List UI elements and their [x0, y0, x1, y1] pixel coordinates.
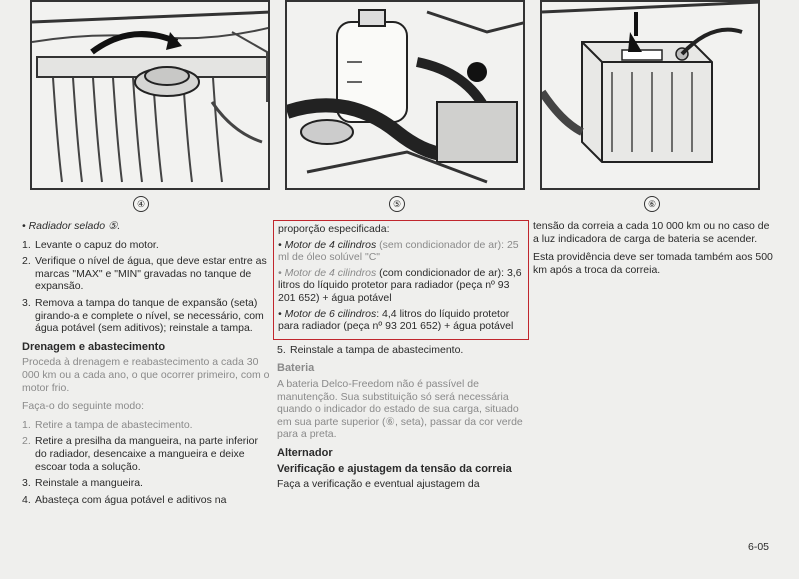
paragraph: Faça-o do seguinte modo: [22, 400, 144, 413]
list-item: 3. Remova a tampa do tanque de expansão (seta) girando-a e complete o nível, se necessário, com água potável (sem aditivos); reinstale a tampa. [22, 296, 264, 335]
paragraph: Proceda à drenagem e reabastecimento a cada 30 000 km ou a cada ano, o que ocorrer primeiro, com o motor frio. [22, 356, 270, 394]
engine-4cyl-no-ac: • Motor de 4 cilindros (sem condicionador de ar): 25 ml de óleo solúvel "C" [278, 238, 519, 264]
list-item: 1. Levante o capuz do motor. [22, 238, 159, 251]
paragraph: Esta providência deve ser tomada também aos 500 km após a troca da correia. [533, 251, 773, 276]
proportion-intro: proporção especificada: [278, 223, 390, 235]
list-item: 4. Abasteça com água potável e aditivos na [22, 493, 227, 506]
list-item: 2. Retire a presilha da mangueira, na parte inferior do radiador, desencaixe a mangueira e deixe escoar toda a solução. [22, 435, 258, 473]
figure-4-number: ④ [133, 196, 149, 212]
page-number: 6-05 [747, 541, 769, 553]
radiator-illustration [30, 0, 270, 190]
list-item: 1. Retire a tampa de abastecimento. [22, 418, 193, 431]
column-2 [277, 222, 525, 497]
list-item: 5. Reinstale a tampa de abastecimento. [277, 343, 464, 356]
figure-5-number: ⑤ [389, 196, 405, 212]
expansion-tank-drawing [287, 2, 525, 190]
section-heading-alternador: Alternador [277, 446, 333, 459]
list-item: 2. Verifique o nível de água, que deve estar entre as marcas "MAX" e "MIN" gravadas no tanque de expansão. [22, 255, 267, 293]
list-item: 3. Reinstale a mangueira. [22, 477, 143, 490]
highlighted-proportions-box [273, 220, 529, 340]
radiator-drawing [32, 2, 270, 190]
subheading-correia: Verificação e ajustagem da tensão da correia [277, 462, 512, 475]
paragraph: tensão da correia a cada 10 000 km ou no caso de a luz indicadora de carga de bateria se acender. [533, 220, 770, 245]
battery-drawing [542, 2, 760, 190]
engine-6cyl: • Motor de 6 cilindros: 4,4 litros do líquido protetor para radiador (peça nº 93 201 652) + água potável [278, 307, 514, 333]
battery-illustration [540, 0, 760, 190]
section-heading-drenagem: Drenagem e abastecimento [22, 340, 166, 353]
figure-6-number: ⑥ [644, 196, 660, 212]
section-heading-bateria: Bateria [277, 362, 315, 375]
radiator-sealed-bullet: • Radiador selado ⑤. [22, 220, 121, 232]
expansion-tank-illustration [285, 0, 525, 190]
paragraph: A bateria Delco-Freedom não é passível de manutenção. Sua substituição só será necessária quando o indicador do estado de sua carga, situado em sua parte superior (⑥, seta), passar da cor verde para a preta. [277, 377, 523, 441]
column-3 [533, 220, 773, 282]
engine-4cyl-ac: • Motor de 4 cilindros (com condicionador de ar): 3,6 litros do líquido protetor para radiador (peça nº 93 201 652) + água potável [278, 266, 522, 304]
paragraph: Faça a verificação e eventual ajustagem da [277, 478, 480, 491]
column-1 [22, 220, 272, 510]
